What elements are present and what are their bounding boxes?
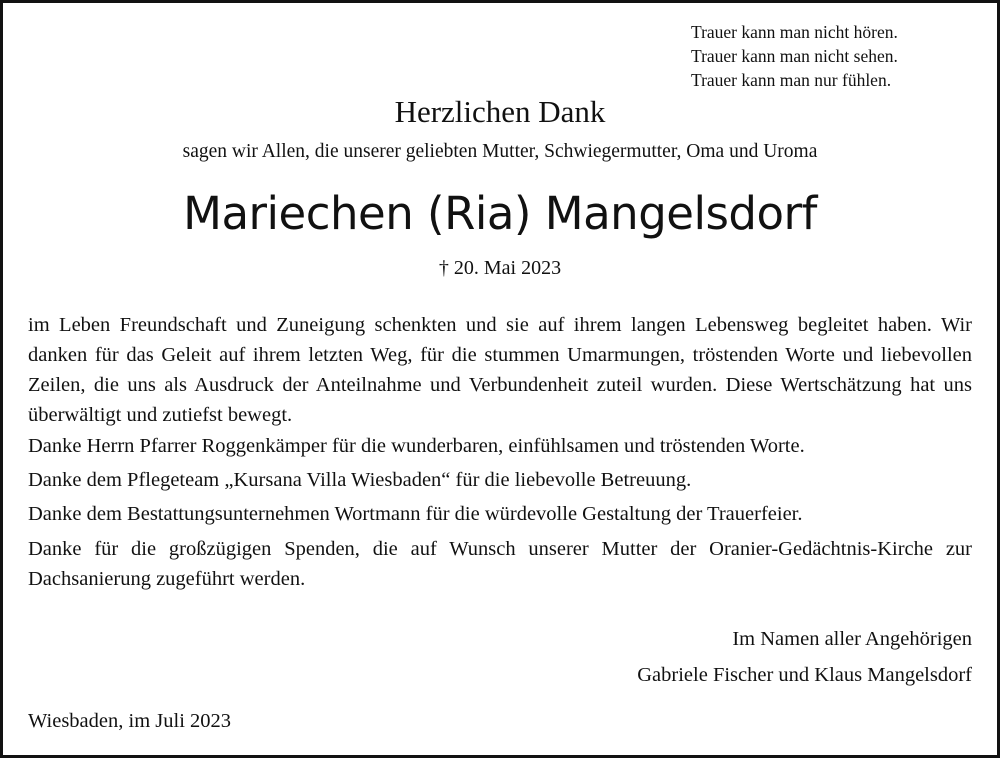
subline: sagen wir Allen, die unserer geliebten Mutter, Schwiegermutter, Oma und Uroma [182, 141, 818, 162]
poem-line: Trauer kann man nur fühlen. [691, 70, 892, 90]
thanks-pastor: Danke Herrn Pfarrer Roggenkämper für die wunderbaren, einfühlsamen und tröstenden Worte. [28, 435, 805, 457]
poem-line: Trauer kann man nicht sehen. [691, 46, 898, 66]
thanks-funeral-home: Danke dem Bestattungsunternehmen Wortmann für die würdevolle Gestaltung der Trauerfeier. [28, 503, 803, 525]
signature-intro: Im Namen aller Angehörigen [732, 628, 972, 650]
thanks-paragraph: im Leben Freundschaft und Zuneigung schenkten und sie auf ihrem langen Lebensweg begleitet haben. Wir danken für das Geleit auf ihrem letzten Weg, für die stummen Umarmungen, tröstenden Worte und liebevollen Zeilen, die uns als Ausdruck der Anteilnahme und Verbundenheit zuteil wurden. Diese Wertschätzung hat uns überwältigt und zutiefst bewegt. [28, 314, 972, 426]
poem [691, 20, 991, 92]
headline: Herzlichen Dank [394, 94, 606, 129]
poem-line: Trauer kann man nicht hören. [691, 22, 898, 42]
death-date: † 20. Mai 2023 [438, 257, 562, 279]
thanks-care-team: Danke dem Pflegeteam „Kursana Villa Wiesbaden“ für die liebevolle Betreuung. [28, 469, 692, 491]
deceased-name: Mariechen (Ria) Mangelsdorf [183, 187, 817, 240]
place-date: Wiesbaden, im Juli 2023 [28, 710, 232, 732]
thanks-donations: Danke für die großzügigen Spenden, die auf Wunsch unserer Mutter der Oranier-Gedächtnis-Kirche zur Dachsanierung zugeführt werden. [28, 538, 972, 590]
signature-names: Gabriele Fischer und Klaus Mangelsdorf [637, 664, 972, 686]
